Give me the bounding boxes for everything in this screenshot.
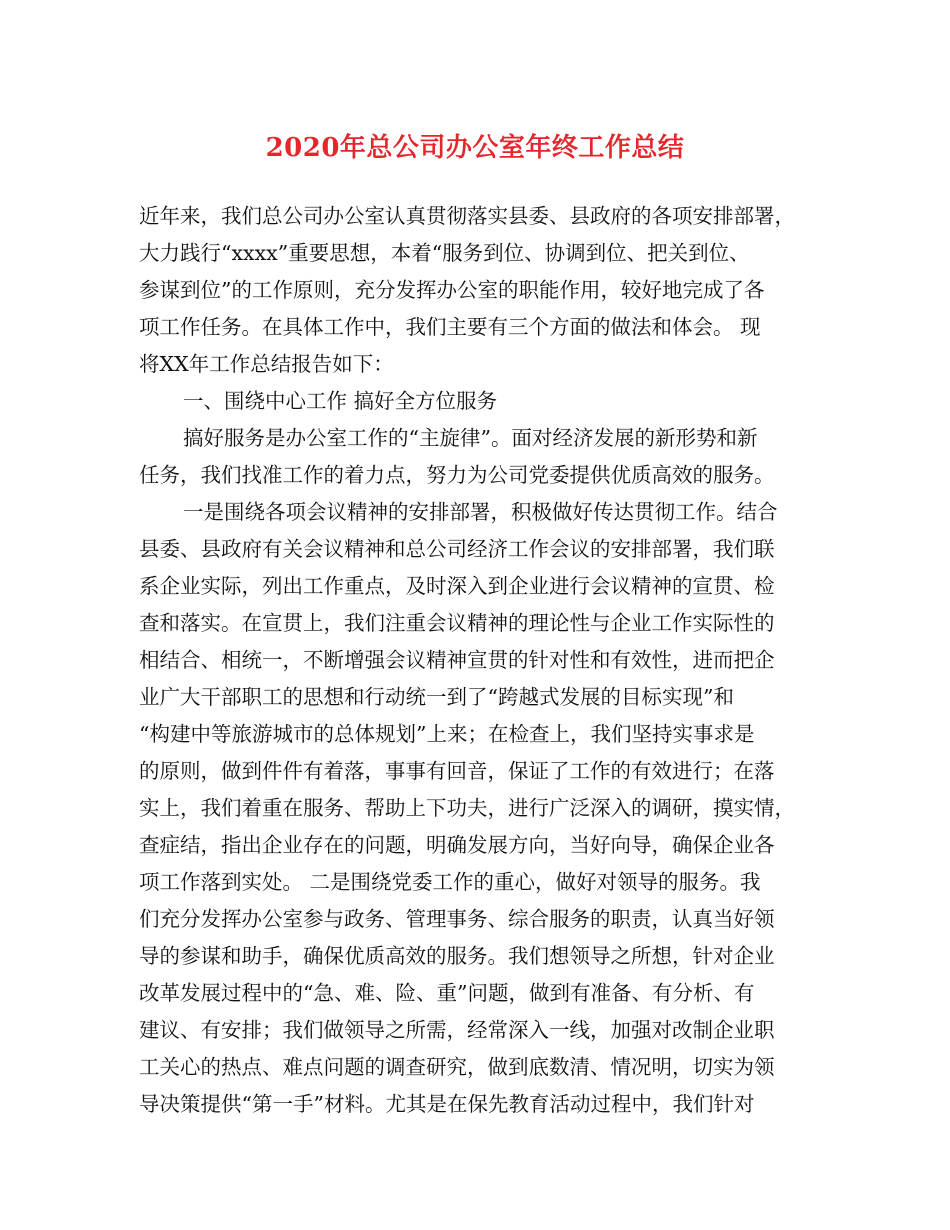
body-line: 业广大干部职工的思想和行动统一到了“跨越式发展的目标实现”和 — [139, 685, 734, 709]
body-line: 导决策提供“第一手”材料。尤其是在保先教育活动过程中，我们针对 — [139, 1092, 755, 1116]
document-body — [139, 198, 829, 1123]
body-line: 改革发展过程中的“急、难、险、重”问题，做到有准备、有分析、有 — [139, 981, 755, 1005]
body-line: 搞好服务是办公室工作的“主旋律”。面对经济发展的新形势和新 — [183, 426, 758, 450]
body-line: 近年来，我们总公司办公室认真贯彻落实县委、县政府的各项安排部署， — [139, 204, 795, 228]
body-line: 将XX年工作总结报告如下： — [139, 352, 394, 376]
body-line: 项工作落到实处。 二是围绕党委工作的重心，做好对领导的服务。我 — [139, 870, 761, 894]
body-line: 县委、县政府有关会议精神和总公司经济工作会议的安排部署，我们联 — [139, 537, 775, 561]
document-title: 2020年总公司办公室年终工作总结 — [265, 133, 685, 163]
body-line: 导的参谋和助手，确保优质高效的服务。我们想领导之所想，针对企业 — [139, 944, 775, 968]
body-line: 们充分发挥办公室参与政务、管理事务、综合服务的职责，认真当好领 — [139, 907, 775, 931]
body-line: 的原则，做到件件有着落，事事有回音，保证了工作的有效进行；在落 — [139, 759, 775, 783]
body-line: 查症结，指出企业存在的问题，明确发展方向，当好向导，确保企业各 — [139, 833, 775, 857]
body-line: 工关心的热点、难点问题的调查研究，做到底数清、情况明，切实为领 — [139, 1055, 775, 1079]
body-line: 建议、有安排；我们做领导之所需，经常深入一线，加强对改制企业职 — [139, 1018, 775, 1042]
body-line: “构建中等旅游城市的总体规划”上来；在检查上，我们坚持实事求是 — [139, 722, 755, 746]
body-line: 一是围绕各项会议精神的安排部署，积极做好传达贯彻工作。结合 — [183, 500, 778, 524]
body-line: 项工作任务。在具体工作中，我们主要有三个方面的做法和体会。 现 — [139, 315, 761, 339]
body-line: 参谋到位”的工作原则，充分发挥办公室的职能作用，较好地完成了各 — [139, 278, 765, 302]
body-line: 任务，我们找准工作的着力点，努力为公司党委提供优质高效的服务。 — [139, 463, 775, 487]
body-line: 相结合、相统一，不断增强会议精神宣贯的针对性和有效性，进而把企 — [139, 648, 775, 672]
body-line: 系企业实际，列出工作重点，及时深入到企业进行会议精神的宣贯、检 — [139, 574, 775, 598]
section-heading: 一、围绕中心工作 搞好全方位服务 — [183, 389, 498, 413]
body-line: 大力践行“xxxx”重要思想，本着“服务到位、协调到位、把关到位、 — [139, 241, 750, 265]
body-line: 实上，我们着重在服务、帮助上下功夫，进行广泛深入的调研，摸实情， — [139, 796, 795, 820]
body-line: 查和落实。在宣贯上，我们注重会议精神的理论性与企业工作实际性的 — [139, 611, 775, 635]
